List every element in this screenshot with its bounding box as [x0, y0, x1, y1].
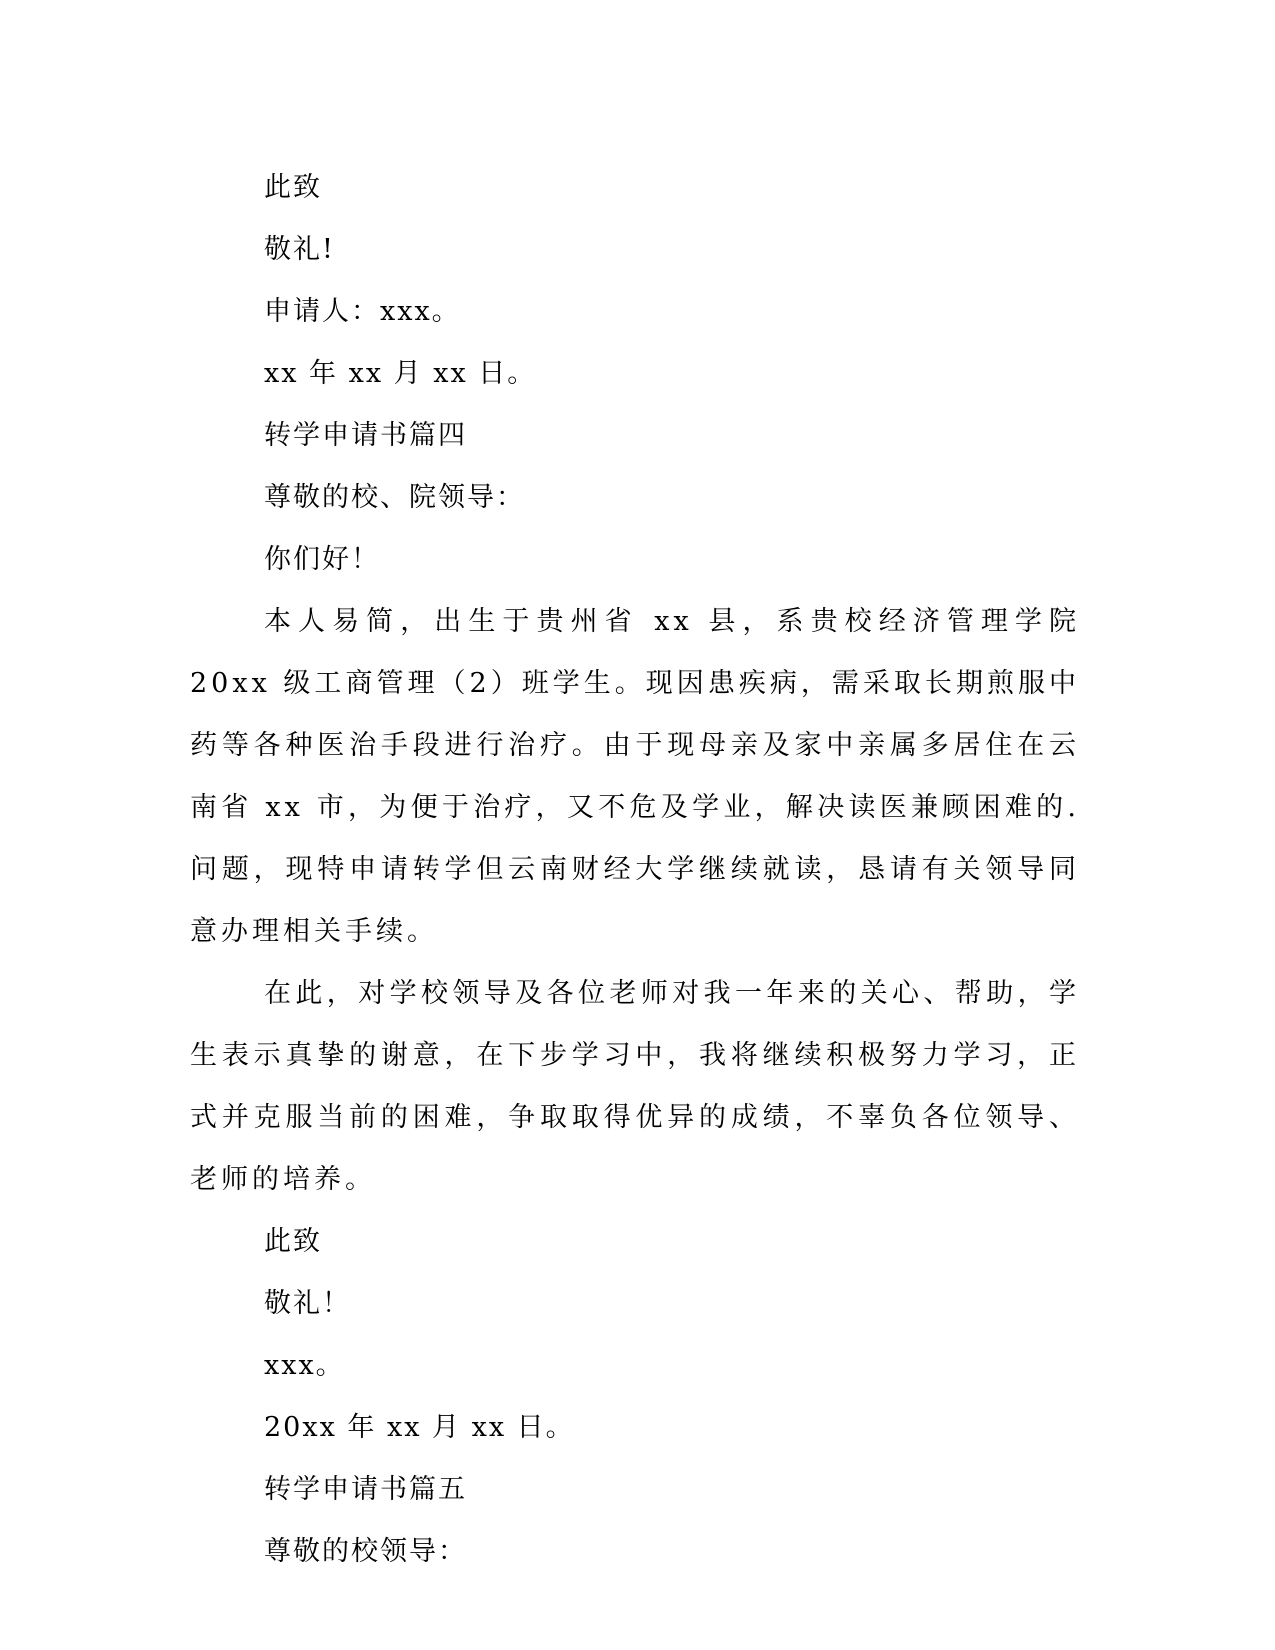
section-heading-5: 转学申请书篇五 [264, 1474, 467, 1505]
closing-text: 此致 [264, 172, 322, 203]
salute-text: 敬礼! [264, 234, 335, 265]
body-paragraph-2: 在此，对学校领导及各位老师对我一年来的关心、帮助，学生表示真挚的谢意，在下步学习中，我将继续积极努力学习，正式并克服当前的困难，争取取得优异的成绩，不辜负各位领导、老师的培养。 [190, 978, 1080, 1195]
date-line: 20xx 年 xx 月 xx 日。 [264, 1412, 575, 1443]
addressee-line: 尊敬的校领导： [264, 1536, 467, 1567]
date-line: xx 年 xx 月 xx 日。 [264, 358, 537, 389]
salute-text: 敬礼！ [264, 1288, 351, 1319]
addressee-line: 尊敬的校、院领导： [264, 482, 525, 513]
greeting-line: 你们好！ [264, 544, 380, 575]
body-paragraph-1: 本人易简，出生于贵州省 xx 县，系贵校经济管理学院 20xx 级工商管理（2）班学生。现因患疾病，需采取长期煎服中药等各种医治手段进行治疗。由于现母亲及家中亲属多居住在云南省 xx 市，为便于治疗，又不危及学业，解决读医兼顾困难的.问题，现特申请转学但云南财经大学继续就读，恳请有关领导同意办理相关手续。 [190, 606, 1080, 947]
applicant-line: 申请人：xxx。 [264, 296, 461, 327]
signature-line: xxx。 [264, 1350, 345, 1381]
section-heading-4: 转学申请书篇四 [264, 420, 467, 451]
document-body [190, 157, 1080, 1583]
closing-text: 此致 [264, 1226, 322, 1257]
